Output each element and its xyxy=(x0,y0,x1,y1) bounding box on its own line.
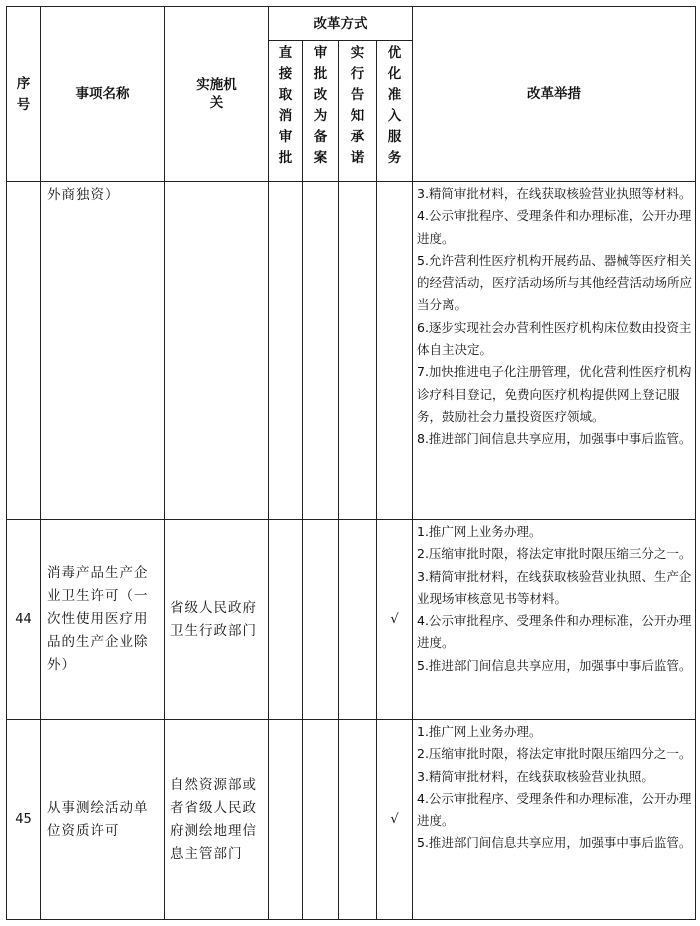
measures-header: 改革举措 xyxy=(413,7,696,182)
row-org xyxy=(165,182,269,520)
row-org: 省级人民政府卫生行政部门 xyxy=(165,520,269,720)
measure-item: 5.推进部门间信息共享应用，加强事中事后监管。 xyxy=(417,835,692,851)
check-filing xyxy=(303,720,339,920)
measure-item: 3.精简审批材料，在线获取核验营业执照、生产企业现场审核意见书等材料。 xyxy=(417,568,692,606)
reform-table xyxy=(6,6,696,920)
check-notify xyxy=(339,182,377,520)
table-row xyxy=(7,520,696,720)
check-optimize xyxy=(377,182,413,520)
measure-item: 2.压缩审批时限，将法定审批时限压缩三分之一。 xyxy=(417,546,692,562)
row-org: 自然资源部或者省级人民政府测绘地理信息主管部门 xyxy=(165,720,269,920)
mode-header-filing: 审 批 改 为 备 案 xyxy=(303,41,339,182)
org-header: 实施机关 xyxy=(165,7,269,182)
measure-item: 6.逐步实现社会办营利性医疗机构床位数由投资主体自主决定。 xyxy=(417,319,692,358)
measure-item: 5.推进部门间信息共享应用，加强事中事后监管。 xyxy=(417,657,692,673)
mode-header-notify: 实 行 告 知 承 诺 xyxy=(339,41,377,182)
check-optimize: √ xyxy=(377,720,413,920)
table-row xyxy=(7,182,696,520)
measure-item: 4.公示审批程序、受理条件和办理标准，公开办理进度。 xyxy=(417,790,692,829)
mode-header-optimize: 优 化 准 入 服 务 xyxy=(377,41,413,182)
mode-group-header: 改革方式 xyxy=(269,7,413,41)
check-cancel xyxy=(269,520,303,720)
row-measures xyxy=(413,720,696,920)
measure-item: 7.加快推进电子化注册管理，优化营利性医疗机构诊疗科目登记，免费向医疗机构提供网上登记服务，鼓励社会力量投资医疗领域。 xyxy=(417,364,692,424)
row-name: 外商独资） xyxy=(41,182,165,520)
check-optimize: √ xyxy=(377,520,413,720)
measure-item: 8.推进部门间信息共享应用，加强事中事后监管。 xyxy=(417,431,692,447)
row-seq xyxy=(7,182,41,520)
header-row-top xyxy=(7,7,696,41)
table-row xyxy=(7,720,696,920)
check-filing xyxy=(303,520,339,720)
row-name: 消毒产品生产企业卫生许可（一次性使用医疗用品的生产企业除外） xyxy=(41,520,165,720)
seq-header: 序 号 xyxy=(7,7,41,182)
measure-item: 3.精简审批材料，在线获取核验营业执照等材料。 xyxy=(417,186,692,201)
measure-item: 4.公示审批程序、受理条件和办理标准，公开办理进度。 xyxy=(417,208,692,246)
check-cancel xyxy=(269,720,303,920)
row-measures xyxy=(413,182,696,520)
check-notify xyxy=(339,720,377,920)
row-name: 从事测绘活动单位资质许可 xyxy=(41,720,165,920)
measure-item: 1.推广网上业务办理。 xyxy=(417,724,542,739)
mode-header-cancel: 直 接 取 消 审 批 xyxy=(269,41,303,182)
measure-item: 3.精简审批材料，在线获取核验营业执照。 xyxy=(417,768,654,784)
measure-item: 4.公示审批程序、受理条件和办理标准，公开办理进度。 xyxy=(417,613,692,651)
measure-item: 1.推广网上业务办理。 xyxy=(417,524,542,539)
measure-item: 2.压缩审批时限，将法定审批时限压缩四分之一。 xyxy=(417,746,692,762)
check-filing xyxy=(303,182,339,520)
row-seq: 44 xyxy=(7,520,41,720)
check-notify xyxy=(339,520,377,720)
row-measures xyxy=(413,520,696,720)
name-header: 事项名称 xyxy=(41,7,165,182)
check-cancel xyxy=(269,182,303,520)
measure-item: 5.允许营利性医疗机构开展药品、器械等医疗相关的经营活动，医疗活动场所与其他经营活动场所应当分离。 xyxy=(417,252,693,313)
row-seq: 45 xyxy=(7,720,41,920)
